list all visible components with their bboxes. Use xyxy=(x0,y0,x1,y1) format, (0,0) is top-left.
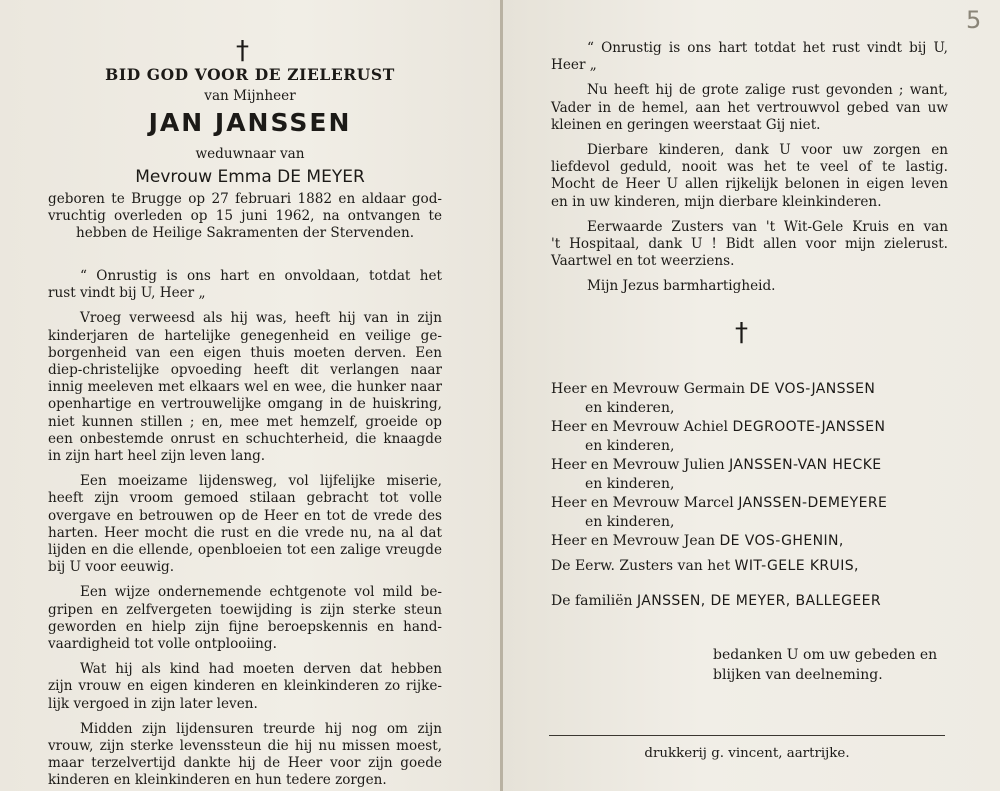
text-line: niet kunnen stillen ; en, mee met hemzelf, groeide op xyxy=(48,413,442,430)
cross-icon: † xyxy=(735,318,748,348)
paragraph xyxy=(48,584,442,653)
family-entry xyxy=(551,380,875,398)
text-line: geworden en hielp zijn fijne beroepskennis en hand- xyxy=(48,618,442,635)
family-entry xyxy=(551,557,859,575)
family-surname: DE VOS-GHENIN, xyxy=(719,533,844,549)
text-line: lijden en die ellende, openbloeien tot een zalige vreugde xyxy=(48,542,442,559)
right-page xyxy=(503,0,1000,791)
text-line: vruchtig overleden op 15 juni 1962, na ontvangen te xyxy=(48,208,442,225)
text-line: liefdevol geduld, nooit was het te veel of te lastig. xyxy=(551,159,948,176)
text-line: harten. Heer mocht die rust en die vrede nu, na al dat xyxy=(48,524,442,541)
text-line: Vaartwel en tot weerziens. xyxy=(551,253,735,270)
family-sub: en kinderen, xyxy=(585,476,675,492)
family-entry xyxy=(551,418,885,436)
thanks-line-2: blijken van deelneming. xyxy=(713,667,883,683)
text-line: gripen en zelfvergeten toewijding is zijn sterke steun xyxy=(48,601,442,618)
text-line: Vader in de hemel, aan het vertrouwvol gebed van uw xyxy=(551,99,948,116)
text-line: een onbestemde onrust en schuchterheid, die knaagde xyxy=(48,430,442,447)
text-line: rust vindt bij U, Heer „ xyxy=(48,285,206,302)
text-line: “ Onrustig is ons hart totdat het rust vindt bij U, xyxy=(587,40,948,56)
text-line: innig meeleven met elkaars wel en wee, die hunker naar xyxy=(48,379,442,396)
text-line: vrouw, zijn sterke levenssteun die hij nu missen moest, xyxy=(48,738,442,755)
text-line: Mijn Jezus barmhartigheid. xyxy=(587,278,776,295)
text-line: Wat hij als kind had moeten derven dat hebben xyxy=(80,661,442,678)
family-entry xyxy=(551,532,844,550)
text-line: Nu heeft hij de grote zalige rust gevonden ; want, xyxy=(587,82,948,99)
separator-line xyxy=(549,735,945,736)
paragraph xyxy=(551,278,948,295)
paragraph xyxy=(551,219,948,271)
text-line: 't Hospitaal, dank U ! Bidt allen voor mijn zielerust. xyxy=(551,236,948,253)
paragraph xyxy=(551,82,948,134)
text-line: openhartige en vertrouwelijke omgang in de huiskring, xyxy=(48,396,442,413)
family-surname: JANSSEN-VAN HECKE xyxy=(729,457,882,473)
weduwnaar-van: weduwnaar van xyxy=(195,146,305,162)
text-line: zijn vrouw en eigen kinderen en kleinkinderen zo rijke- xyxy=(48,678,442,695)
thanks-line-1: bedanken U om uw gebeden en xyxy=(713,647,938,663)
family-prefix: Heer en Mevrouw Jean xyxy=(551,533,720,549)
text-line: Dierbare kinderen, dank U voor uw zorgen en xyxy=(587,142,948,159)
family-entry xyxy=(551,456,882,474)
family-prefix: Heer en Mevrouw Julien xyxy=(551,457,730,473)
family-surname: WIT-GELE KRUIS, xyxy=(734,558,859,574)
text-line: Een moeizame lijdensweg, vol lijfelijke miserie, xyxy=(80,473,442,490)
printer-credit: drukkerij g. vincent, aartrijke. xyxy=(644,746,850,761)
text-line: in zijn hart heel zijn leven lang. xyxy=(48,448,266,465)
text-line: Een wijze ondernemende echtgenote vol mild be- xyxy=(80,584,442,601)
left-body-text xyxy=(48,268,442,790)
text-line: heeft zijn vroom gemoed stilaan gebracht tot volle xyxy=(48,490,442,507)
text-line: kinderen en kleinkinderen en hun tedere zorgen. xyxy=(48,772,387,789)
family-sub: en kinderen, xyxy=(585,438,675,454)
paragraph xyxy=(48,473,442,576)
paragraph xyxy=(551,142,948,211)
family-prefix: De Eerw. Zusters van het xyxy=(551,558,735,574)
text-line: Mocht de Heer U allen rijkelijk belonen in eigen leven xyxy=(551,176,948,193)
right-body-text xyxy=(551,40,948,296)
cross-icon: † xyxy=(236,36,249,66)
text-line: Eerwaarde Zusters van 't Wit-Gele Kruis en van xyxy=(587,218,948,235)
family-surname: DE VOS-JANSSEN xyxy=(749,381,876,397)
family-entry xyxy=(551,494,887,512)
text-line: diep-christelijke opvoeding heeft dit verlangen naar xyxy=(48,362,442,379)
text-line: Vroeg verweesd als hij was, heeft hij van in zijn xyxy=(80,310,442,327)
text-line: bij U voor eeuwig. xyxy=(48,559,175,576)
van-mijnheer: van Mijnheer xyxy=(204,88,296,104)
paragraph xyxy=(48,268,442,302)
family-prefix: De familiën xyxy=(551,593,637,609)
text-line: borgenheid van een eigen thuis moeten derven. Een xyxy=(48,344,442,361)
family-prefix: Heer en Mevrouw Marcel xyxy=(551,495,739,511)
paragraph xyxy=(48,310,442,465)
text-line: vaardigheid tot volle ontplooiing. xyxy=(48,636,277,653)
text-line: overgave en betrouwen op de Heer en tot de vrede des xyxy=(48,507,442,524)
family-surname: DEGROOTE-JANSSEN xyxy=(732,419,886,435)
birth-death-text xyxy=(48,191,442,243)
text-line: kinderjaren de hartelijke genegenheid en veilige ge- xyxy=(48,327,442,344)
pencil-mark: 5 xyxy=(966,6,982,34)
family-sub: en kinderen, xyxy=(585,514,675,530)
family-surname: JANSSEN-DEMEYERE xyxy=(738,495,888,511)
deceased-name: JAN JANSSEN xyxy=(148,108,352,137)
text-line: hebben de Heilige Sakramenten der Stervenden. xyxy=(75,225,415,242)
family-surname: JANSSEN, DE MEYER, BALLEGEER xyxy=(636,593,881,609)
prayer-heading: BID GOD VOOR DE ZIELERUST xyxy=(105,65,395,84)
text-line: “ Onrustig is ons hart en onvoldaan, totdat het xyxy=(80,268,442,284)
text-line: en in uw kinderen, mijn dierbare kleinkinderen. xyxy=(551,193,882,210)
text-line: geboren te Brugge op 27 februari 1882 en aldaar god- xyxy=(48,191,442,207)
paragraph xyxy=(48,661,442,713)
family-prefix: Heer en Mevrouw Germain xyxy=(551,381,750,397)
family-entry xyxy=(551,592,881,610)
text-line: Midden zijn lijdensuren treurde hij nog om zijn xyxy=(80,720,442,737)
family-sub: en kinderen, xyxy=(585,400,675,416)
family-prefix: Heer en Mevrouw Achiel xyxy=(551,419,733,435)
text-line: Heer „ xyxy=(551,57,597,74)
text-line: lijk vergoed in zijn later leven. xyxy=(48,695,258,712)
spouse-name: Mevrouw Emma DE MEYER xyxy=(135,167,365,187)
text-line: kleinen en geringen weerstaat Gij niet. xyxy=(551,116,821,133)
paragraph xyxy=(48,721,442,790)
paragraph xyxy=(551,40,948,74)
text-line: maar terzelvertijd dankte hij de Heer voor zijn goede xyxy=(48,755,442,772)
